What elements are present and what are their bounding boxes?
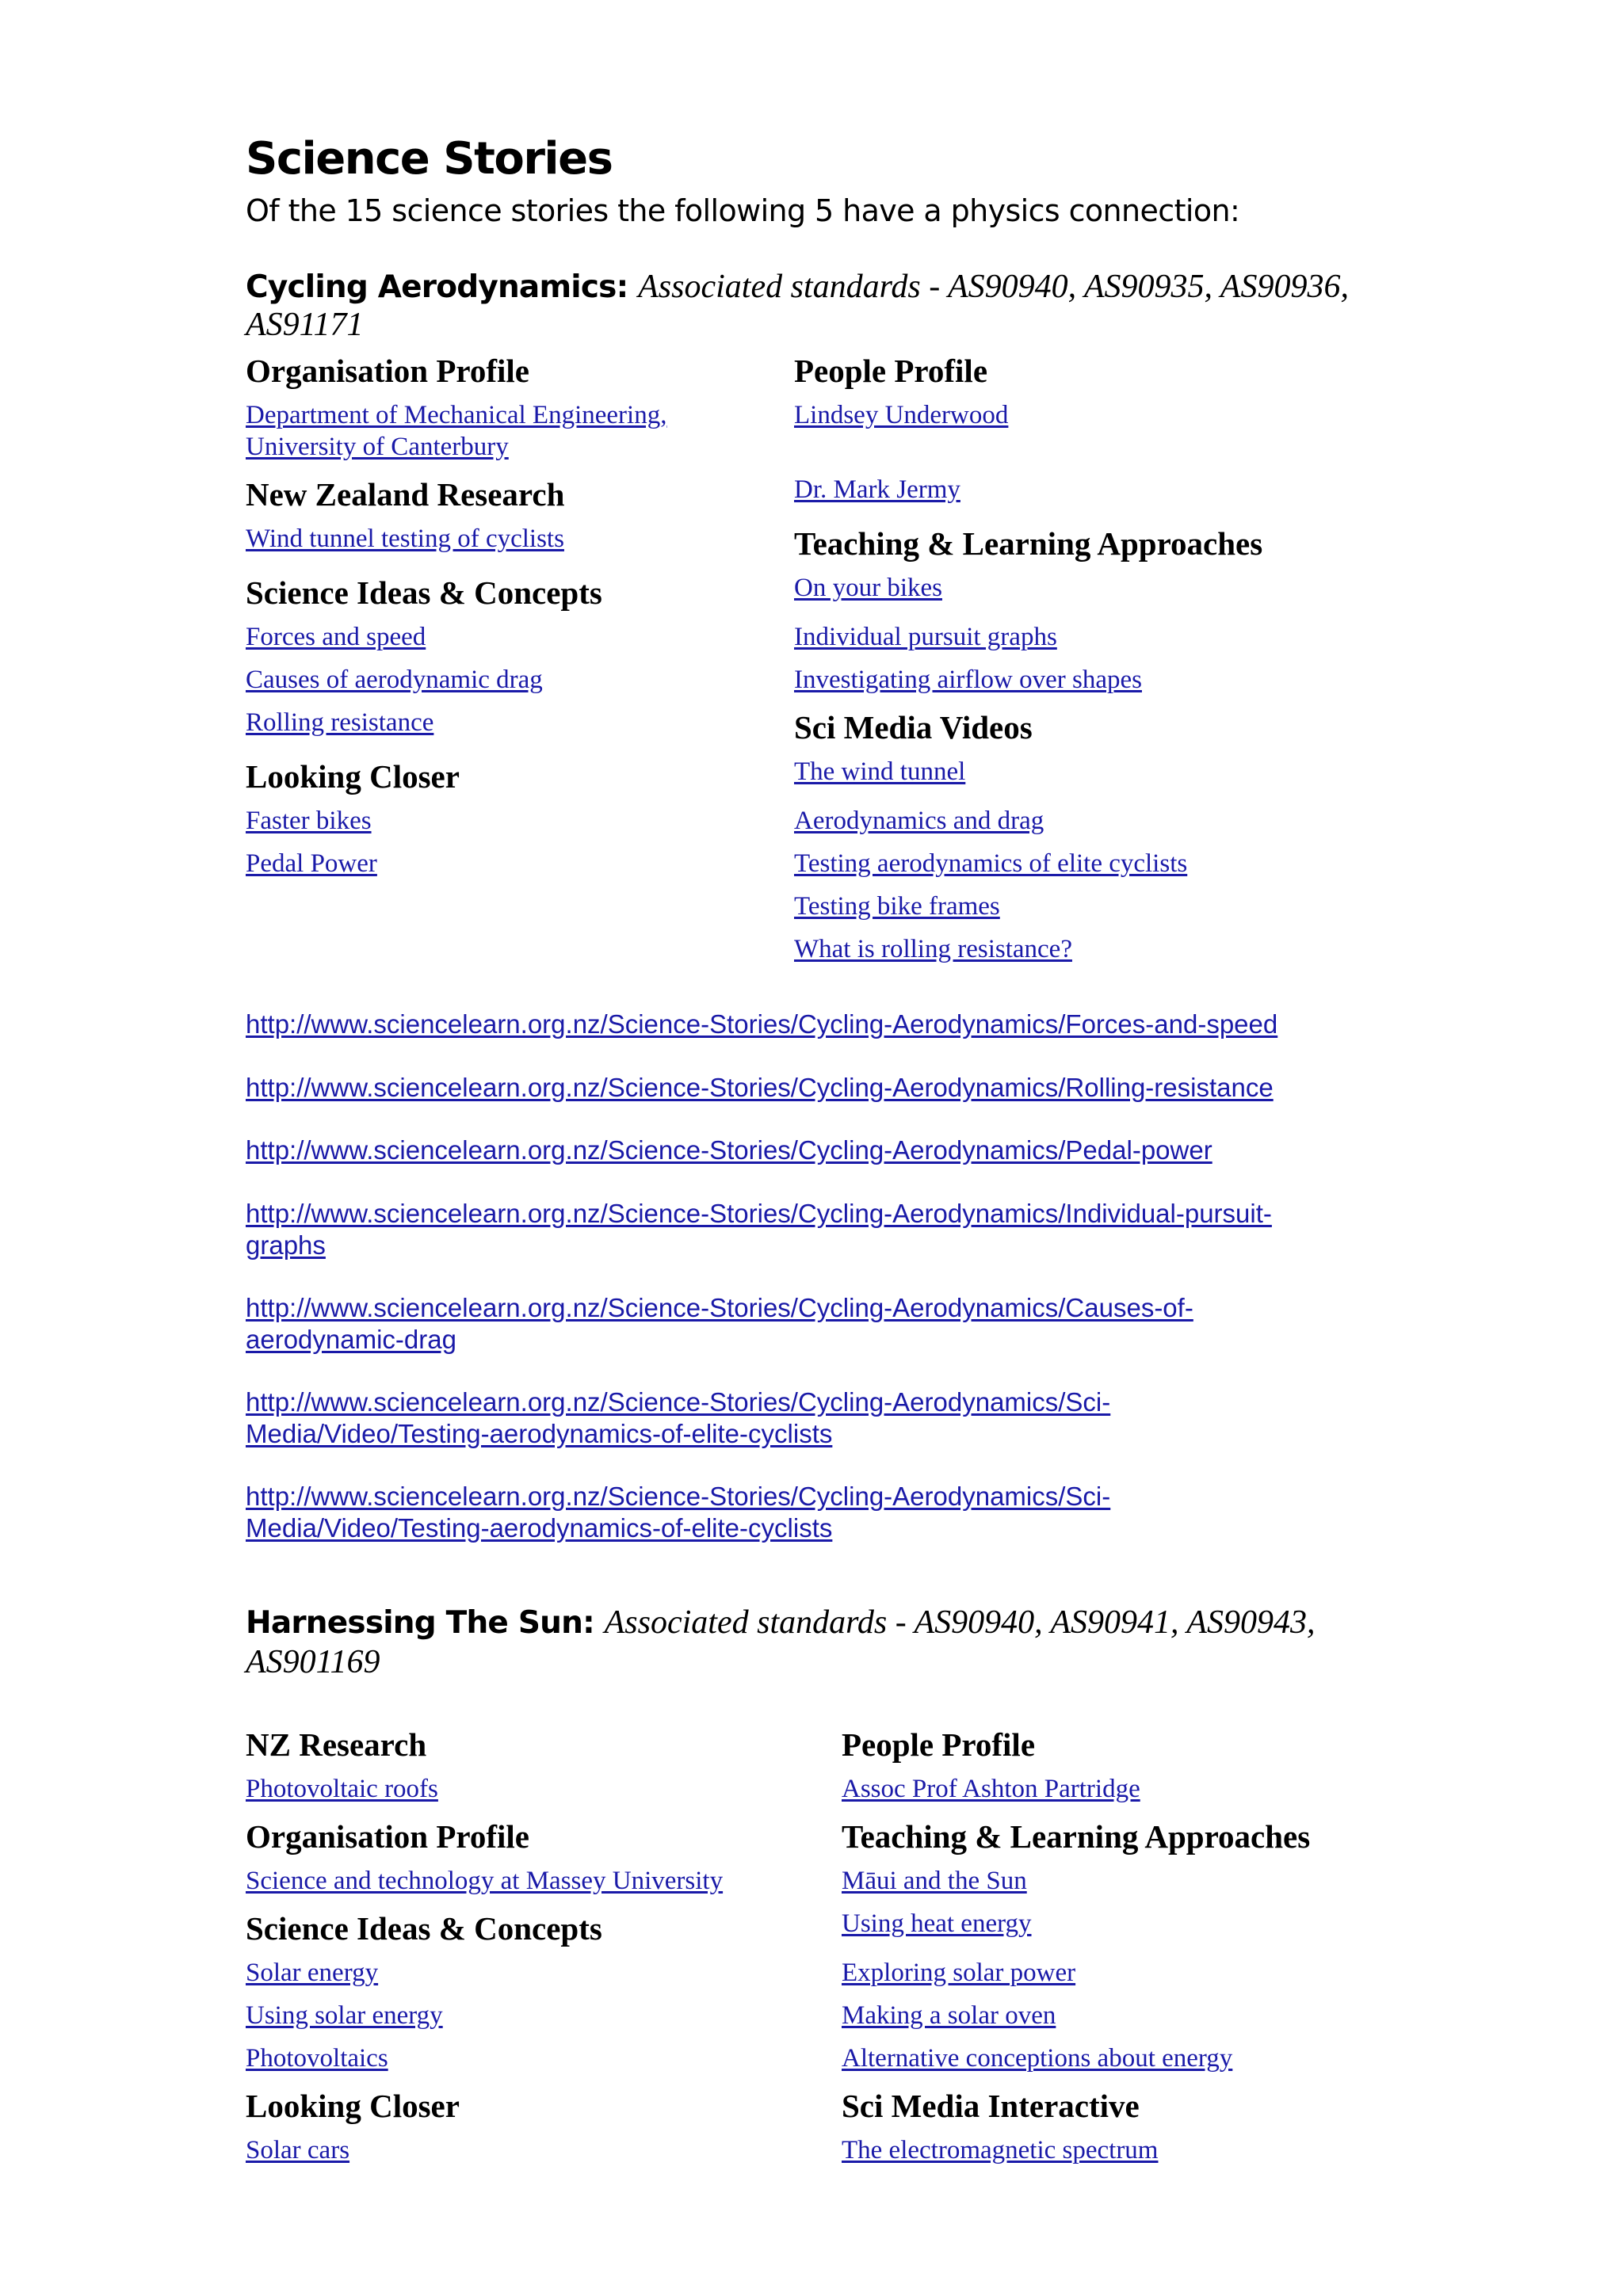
link-person[interactable]: Lindsey Underwood bbox=[794, 401, 1009, 429]
story-name: Cycling Aerodynamics: bbox=[246, 269, 628, 305]
url-link-cont[interactable]: Media/Video/Testing-aerodynamics-of-elite-cyclists bbox=[246, 1513, 833, 1543]
associated-standards-cont: AS901169 bbox=[246, 1644, 380, 1680]
link-looking-closer[interactable]: Solar cars bbox=[246, 2136, 350, 2164]
url-link[interactable]: http://www.sciencelearn.org.nz/Science-Stories/Cycling-Aerodynamics/Forces-and-speed bbox=[246, 1009, 1278, 1039]
url-link[interactable]: http://www.sciencelearn.org.nz/Science-Stories/Cycling-Aerodynamics/Rolling-resistance bbox=[246, 1073, 1274, 1102]
url-link-cont[interactable]: graphs bbox=[246, 1230, 326, 1260]
url-link[interactable]: http://www.sciencelearn.org.nz/Science-Stories/Cycling-Aerodynamics/Individual-pursuit- bbox=[246, 1199, 1272, 1228]
link-org[interactable]: Science and technology at Massey University bbox=[246, 1867, 724, 1895]
link-teaching[interactable]: Making a solar oven bbox=[842, 2001, 1056, 2030]
associated-standards-cont: AS91171 bbox=[246, 307, 364, 343]
link-person[interactable]: Dr. Mark Jermy bbox=[794, 475, 960, 504]
heading-nz-research: New Zealand Research bbox=[246, 476, 565, 513]
url-link[interactable]: http://www.sciencelearn.org.nz/Science-Stories/Cycling-Aerodynamics/Pedal-power bbox=[246, 1135, 1212, 1165]
link-org-university[interactable]: University of Canterbury bbox=[246, 433, 509, 461]
link-sci-media[interactable]: Testing bike frames bbox=[794, 892, 1000, 921]
url-link[interactable]: http://www.sciencelearn.org.nz/Science-Stories/Cycling-Aerodynamics/Sci- bbox=[246, 1482, 1111, 1511]
associated-standards: Associated standards - AS90940, AS90941, AS90943, bbox=[604, 1604, 1316, 1641]
link-teaching[interactable]: Māui and the Sun bbox=[842, 1867, 1027, 1895]
heading-organisation-profile: Organisation Profile bbox=[246, 353, 529, 389]
link-teaching[interactable]: On your bikes bbox=[794, 574, 942, 602]
heading-looking-closer: Looking Closer bbox=[246, 2088, 460, 2124]
link-sci-media[interactable]: Testing aerodynamics of elite cyclists bbox=[794, 849, 1188, 878]
link-sci-media[interactable]: The electromagnetic spectrum bbox=[842, 2136, 1159, 2164]
page-title: Science Stories bbox=[246, 133, 613, 185]
url-link-cont[interactable]: Media/Video/Testing-aerodynamics-of-elite-cyclists bbox=[246, 1419, 833, 1448]
url-link[interactable]: http://www.sciencelearn.org.nz/Science-Stories/Cycling-Aerodynamics/Causes-of- bbox=[246, 1293, 1193, 1322]
url-link[interactable]: http://www.sciencelearn.org.nz/Science-Stories/Cycling-Aerodynamics/Sci- bbox=[246, 1387, 1111, 1417]
link-teaching[interactable]: Alternative conceptions about energy bbox=[842, 2044, 1233, 2073]
link-nz-research[interactable]: Wind tunnel testing of cyclists bbox=[246, 524, 564, 553]
story-name: Harnessing The Sun: bbox=[246, 1605, 594, 1641]
associated-standards: Associated standards - AS90940, AS90935, AS90936, bbox=[638, 269, 1349, 305]
link-looking-closer[interactable]: Faster bikes bbox=[246, 807, 372, 835]
heading-nz-research: NZ Research bbox=[246, 1726, 427, 1763]
story-heading-sun bbox=[246, 1604, 1315, 1642]
intro-text: Of the 15 science stories the following 5 have a physics connection: bbox=[246, 193, 1240, 228]
heading-teaching-learning: Teaching & Learning Approaches bbox=[794, 525, 1263, 562]
link-science-idea[interactable]: Rolling resistance bbox=[246, 708, 434, 737]
link-science-idea[interactable]: Using solar energy bbox=[246, 2001, 443, 2030]
link-sci-media[interactable]: The wind tunnel bbox=[794, 757, 966, 786]
heading-science-ideas: Science Ideas & Concepts bbox=[246, 1910, 602, 1947]
link-person[interactable]: Assoc Prof Ashton Partridge bbox=[842, 1775, 1140, 1803]
url-link-cont[interactable]: aerodynamic-drag bbox=[246, 1325, 456, 1354]
link-looking-closer[interactable]: Pedal Power bbox=[246, 849, 377, 878]
heading-people-profile: People Profile bbox=[794, 353, 988, 389]
link-science-idea[interactable]: Forces and speed bbox=[246, 623, 426, 651]
link-science-idea[interactable]: Solar energy bbox=[246, 1958, 379, 1987]
link-teaching[interactable]: Investigating airflow over shapes bbox=[794, 666, 1142, 694]
link-science-idea[interactable]: Photovoltaics bbox=[246, 2044, 388, 2073]
heading-sci-media-interactive: Sci Media Interactive bbox=[842, 2088, 1140, 2124]
heading-sci-media-videos: Sci Media Videos bbox=[794, 709, 1033, 746]
link-teaching[interactable]: Using heat energy bbox=[842, 1909, 1032, 1938]
heading-science-ideas: Science Ideas & Concepts bbox=[246, 574, 602, 611]
heading-people-profile: People Profile bbox=[842, 1726, 1036, 1763]
link-sci-media[interactable]: What is rolling resistance? bbox=[794, 935, 1072, 963]
heading-organisation-profile: Organisation Profile bbox=[246, 1818, 529, 1855]
link-org-department[interactable]: Department of Mechanical Engineering, bbox=[246, 401, 667, 429]
link-science-idea[interactable]: Causes of aerodynamic drag bbox=[246, 666, 543, 694]
link-teaching[interactable]: Exploring solar power bbox=[842, 1958, 1076, 1987]
link-teaching[interactable]: Individual pursuit graphs bbox=[794, 623, 1057, 651]
link-sci-media[interactable]: Aerodynamics and drag bbox=[794, 807, 1044, 835]
heading-looking-closer: Looking Closer bbox=[246, 758, 460, 795]
link-nz-research[interactable]: Photovoltaic roofs bbox=[246, 1775, 438, 1803]
story-heading-cycling bbox=[246, 268, 1349, 306]
heading-teaching-learning: Teaching & Learning Approaches bbox=[842, 1818, 1311, 1855]
